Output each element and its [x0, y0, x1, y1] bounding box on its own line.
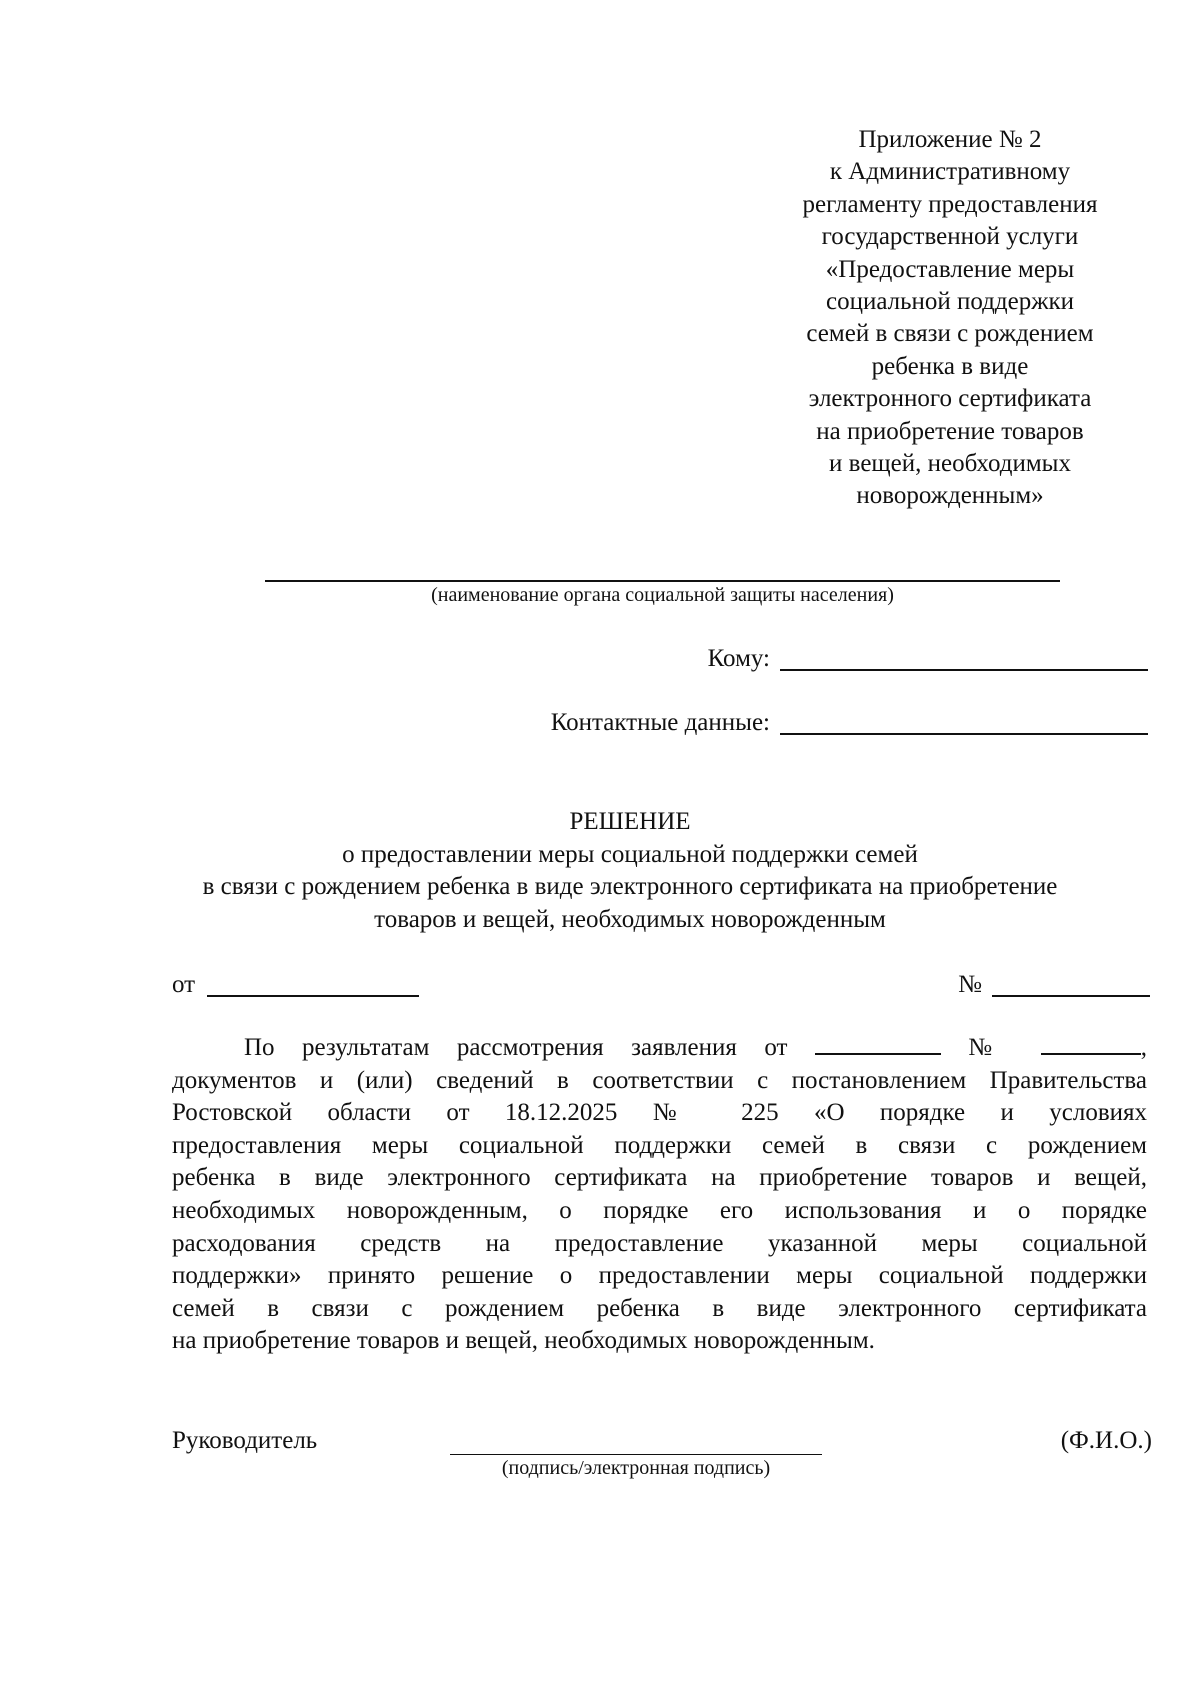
decision-subtitle-line: о предоставлении меры социальной поддержки семей [342, 840, 918, 868]
application-date-blank [815, 1033, 941, 1055]
appendix-line: семей в связи с рождением [806, 320, 1094, 348]
signature-caption: (подпись/электронная подпись) [501, 1457, 771, 1479]
body-first-line-end: , [1140, 1034, 1148, 1061]
appendix-line: и вещей, необходимых [829, 450, 1071, 478]
body-line: документов и (или) сведений в соответствии с постановлением Правительства [172, 1066, 1147, 1094]
body-first-line [172, 1032, 1147, 1065]
body-line: Ростовской области от 18.12.2025 № 225 «О порядке и условиях [172, 1099, 1147, 1127]
head-label: Руководитель [172, 1427, 318, 1454]
signature-blank-line [450, 1454, 822, 1455]
appendix-line: к Административному [829, 158, 1071, 186]
appendix-line: государственной услуги [821, 223, 1079, 251]
date-blank-line [207, 973, 419, 997]
body-first-line-start: По результатам рассмотрения заявления от [244, 1034, 788, 1061]
appendix-line: Приложение № 2 [858, 126, 1042, 153]
body-line: на приобретение товаров и вещей, необходимых новорожденным. [172, 1327, 875, 1355]
body-line: ребенка в виде электронного сертификата на приобретение товаров и вещей, [172, 1164, 1147, 1192]
decision-subtitle-line: в связи с рождением ребенка в виде электронного сертификата на приобретение [202, 873, 1058, 900]
decision-number-field [958, 970, 1150, 1000]
body-line: поддержки» принято решение о предоставлении меры социальной поддержки [172, 1262, 1147, 1290]
date-label: от [172, 971, 196, 998]
body-line: семей в связи с рождением ребенка в виде электронного сертификата [172, 1294, 1147, 1322]
contacts-label: Контактные данные: [550, 709, 770, 736]
body-line: необходимых новорожденным, о порядке его использования и о порядке [172, 1196, 1147, 1224]
recipient-label: Кому: [707, 645, 770, 672]
decision-body-paragraph [172, 1032, 1147, 1358]
contacts-blank-line [780, 711, 1148, 735]
appendix-line: ребенка в виде [871, 352, 1029, 380]
number-label: № [958, 971, 982, 998]
body-first-line-number-sign: № [968, 1034, 1014, 1061]
application-number-blank [1041, 1033, 1141, 1055]
appendix-line: на приобретение товаров [816, 417, 1084, 445]
appendix-line: «Предоставление меры [825, 255, 1075, 283]
recipient-field [708, 644, 1148, 674]
body-line: предоставления меры социальной поддержки семей в связи с рождением [172, 1131, 1147, 1159]
organ-name-blank-line [265, 580, 1060, 582]
decision-date-field [172, 970, 419, 1000]
decision-subtitle-line: товаров и вещей, необходимых новорожденным [374, 905, 886, 933]
decision-title: РЕШЕНИЕ [569, 808, 691, 835]
fio-label: (Ф.И.О.) [1060, 1427, 1152, 1454]
appendix-line: электронного сертификата [808, 385, 1092, 413]
appendix-line: социальной поддержки [825, 288, 1075, 316]
appendix-line: новорожденным» [856, 482, 1044, 510]
body-line: расходования средств на предоставление указанной меры социальной [172, 1229, 1147, 1257]
appendix-line: регламенту предоставления [802, 190, 1098, 218]
recipient-blank-line [780, 647, 1148, 671]
contacts-field [551, 708, 1148, 738]
organ-name-caption: (наименование органа социальной защиты населения) [431, 584, 894, 606]
decision-title-block [150, 806, 1110, 936]
appendix-header [780, 124, 1120, 513]
number-blank-line [992, 973, 1150, 997]
